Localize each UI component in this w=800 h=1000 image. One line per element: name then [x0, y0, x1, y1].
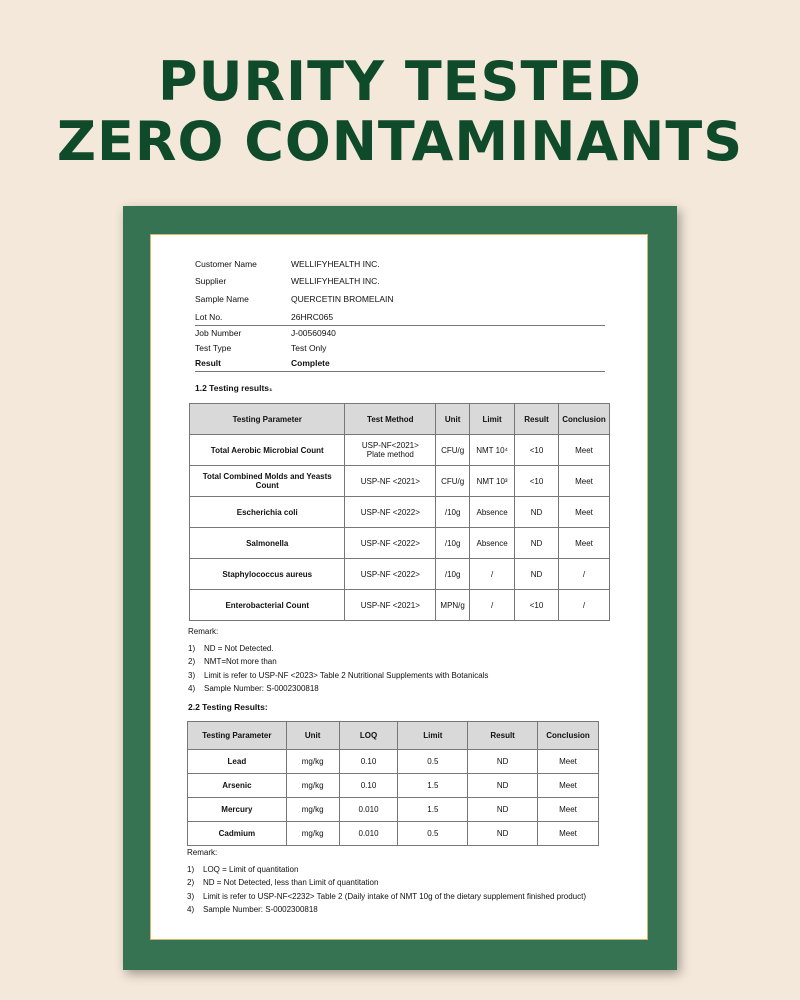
info-value: J-00560940: [291, 328, 336, 339]
remark-number: 1): [187, 865, 195, 874]
info-value: WELLIFYHEALTH INC.: [291, 276, 380, 287]
table-row: [190, 559, 610, 590]
column-header: Unit: [286, 722, 339, 750]
cell-unit: CFU/g: [436, 466, 470, 497]
info-key: Test Type: [195, 342, 232, 353]
info-row-result: [195, 355, 605, 371]
certificate-document: [150, 234, 648, 940]
info-key: Sample Name: [195, 293, 249, 304]
column-header: Testing Parameter: [190, 404, 345, 435]
info-key: Job Number: [195, 328, 242, 339]
cell-unit: mg/kg: [286, 822, 339, 846]
info-row-customer: [195, 255, 605, 273]
headline-line-1: PURITY TESTED: [158, 50, 642, 113]
table-row: [188, 798, 599, 822]
remark-text: Limit is refer to USP-NF <2023> Table 2 Nutritional Supplements with Botanicals: [204, 670, 489, 680]
cell-unit: mg/kg: [286, 750, 339, 774]
cell-limit: 1.5: [398, 774, 468, 798]
cell-conclusion: Meet: [558, 466, 609, 497]
cell-result: ND: [515, 497, 559, 528]
remark-item: [188, 671, 488, 684]
table-row: [188, 750, 599, 774]
cell-limit: NMT 10⁴: [470, 435, 515, 466]
cell-unit: mg/kg: [286, 798, 339, 822]
info-key: Supplier: [195, 276, 227, 287]
column-header: Conclusion: [538, 722, 599, 750]
cell-limit: /: [470, 559, 515, 590]
table-row: [190, 435, 610, 466]
microbial-results-table: [189, 403, 610, 621]
cell-limit: Absence: [470, 528, 515, 559]
remark-text: LOQ = Limit of quantitation: [203, 865, 299, 874]
method-line-1: USP-NF<2021>: [361, 441, 419, 450]
cell-limit: Absence: [470, 497, 515, 528]
section-2-remarks: [187, 848, 586, 918]
cell-result: <10: [515, 466, 559, 497]
cell-method: USP-NF <2021>: [345, 466, 436, 497]
remark-item: [187, 865, 586, 878]
cell-limit: NMT 10³: [470, 466, 515, 497]
column-header: Testing Parameter: [188, 722, 287, 750]
cell-unit: MPN/g: [436, 590, 470, 621]
info-key: Lot No.: [195, 311, 223, 322]
table-row: [188, 822, 599, 846]
column-header: Limit: [398, 722, 468, 750]
remark-number: 4): [187, 904, 195, 914]
remark-text: NMT=Not more than: [204, 657, 277, 667]
cell-result: ND: [468, 774, 538, 798]
cell-conclusion: /: [558, 590, 609, 621]
info-value: WELLIFYHEALTH INC.: [291, 258, 380, 269]
column-header: Conclusion: [558, 404, 609, 435]
cell-parameter: Cadmium: [188, 822, 287, 846]
cell-limit: /: [470, 590, 515, 621]
cell-loq: 0.10: [339, 750, 398, 774]
remark-item: [187, 878, 586, 891]
cell-parameter: Lead: [188, 750, 287, 774]
remark-text: ND = Not Detected.: [204, 644, 274, 653]
table-row: [190, 497, 610, 528]
info-key: Customer Name: [195, 258, 257, 269]
info-row-job: [195, 326, 605, 340]
info-key: Result: [195, 358, 221, 369]
section-1-remarks: [188, 627, 488, 697]
remark-text: Sample Number: S-0002300818: [204, 683, 319, 693]
cell-parameter: Mercury: [188, 798, 287, 822]
remark-text: Sample Number: S-0002300818: [203, 904, 318, 914]
remark-number: 2): [188, 657, 196, 667]
remark-text: Limit is refer to USP-NF<2232> Table 2 (Daily intake of NMT 10g of the dietary supplement finished product): [203, 891, 587, 901]
remark-label: Remark:: [187, 848, 218, 857]
table-header-row: [188, 722, 599, 750]
cell-unit: mg/kg: [286, 774, 339, 798]
sample-info: [195, 255, 605, 372]
cell-parameter: Escherichia coli: [190, 497, 345, 528]
info-row-lot: [195, 308, 605, 326]
remark-item: [188, 684, 488, 697]
cell-limit: 0.5: [398, 822, 468, 846]
remark-text: ND = Not Detected, less than Limit of quantitation: [203, 878, 379, 888]
cell-result: ND: [468, 750, 538, 774]
method-line-2: Plate method: [366, 450, 414, 459]
info-row-sample-name: [195, 290, 605, 308]
cell-method: USP-NF <2022>: [345, 528, 436, 559]
remark-item: [188, 644, 488, 657]
headline-line-2: ZERO CONTAMINANTS: [56, 110, 744, 173]
cell-conclusion: Meet: [558, 497, 609, 528]
table-row: [190, 528, 610, 559]
cell-unit: /10g: [436, 497, 470, 528]
remark-label: Remark:: [188, 627, 219, 636]
table-row: [188, 774, 599, 798]
divider: [195, 371, 605, 372]
column-header: Test Method: [345, 404, 436, 435]
section-1-title: 1.2 Testing results₁: [195, 383, 273, 393]
cell-loq: 0.10: [339, 774, 398, 798]
remark-number: 4): [188, 683, 196, 693]
remark-number: 3): [187, 891, 195, 901]
column-header: Unit: [436, 404, 470, 435]
remark-number: 1): [188, 644, 196, 653]
info-row-test-type: [195, 340, 605, 355]
info-value: Complete: [291, 358, 330, 369]
column-header: Result: [468, 722, 538, 750]
cell-limit: 0.5: [398, 750, 468, 774]
cell-parameter: Salmonella: [190, 528, 345, 559]
cell-conclusion: Meet: [558, 528, 609, 559]
cell-conclusion: Meet: [538, 822, 599, 846]
cell-result: ND: [468, 822, 538, 846]
cell-conclusion: /: [558, 559, 609, 590]
cell-limit: 1.5: [398, 798, 468, 822]
cell-method: USP-NF <2021>: [345, 590, 436, 621]
cell-parameter: Staphylococcus aureus: [190, 559, 345, 590]
table-row: [190, 466, 610, 497]
cell-loq: 0.010: [339, 822, 398, 846]
info-row-supplier: [195, 273, 605, 291]
info-value: Test Only: [291, 342, 327, 353]
column-header: Result: [515, 404, 559, 435]
headline: [0, 52, 800, 172]
cell-method: USP-NF <2022>: [345, 497, 436, 528]
cell-parameter: Arsenic: [188, 774, 287, 798]
cell-result: ND: [515, 559, 559, 590]
section-2-title: 2.2 Testing Results:: [188, 702, 268, 712]
cell-parameter: Total Combined Molds and Yeasts Count: [190, 466, 345, 497]
cell-loq: 0.010: [339, 798, 398, 822]
info-value: 26HRC065: [291, 311, 334, 322]
column-header: Limit: [470, 404, 515, 435]
info-value: QUERCETIN BROMELAIN: [291, 293, 394, 304]
cell-parameter: Enterobacterial Count: [190, 590, 345, 621]
remark-item: [187, 905, 586, 918]
cell-unit: /10g: [436, 528, 470, 559]
table-header-row: [190, 404, 610, 435]
remark-item: [188, 657, 488, 670]
cell-method: USP-NF <2022>: [345, 559, 436, 590]
cell-method: [345, 435, 436, 466]
cell-result: ND: [468, 798, 538, 822]
certificate-frame: [123, 206, 677, 970]
cell-result: ND: [515, 528, 559, 559]
cell-conclusion: Meet: [538, 774, 599, 798]
remark-number: 2): [187, 878, 195, 888]
cell-conclusion: Meet: [538, 750, 599, 774]
cell-conclusion: Meet: [538, 798, 599, 822]
cell-result: <10: [515, 590, 559, 621]
cell-unit: CFU/g: [436, 435, 470, 466]
cell-result: <10: [515, 435, 559, 466]
column-header: LOQ: [339, 722, 398, 750]
heavy-metals-table: [187, 721, 599, 846]
cell-unit: /10g: [436, 559, 470, 590]
cell-parameter: Total Aerobic Microbial Count: [190, 435, 345, 466]
table-row: [190, 590, 610, 621]
remark-number: 3): [188, 670, 196, 680]
remark-item: [187, 892, 586, 905]
cell-conclusion: Meet: [558, 435, 609, 466]
